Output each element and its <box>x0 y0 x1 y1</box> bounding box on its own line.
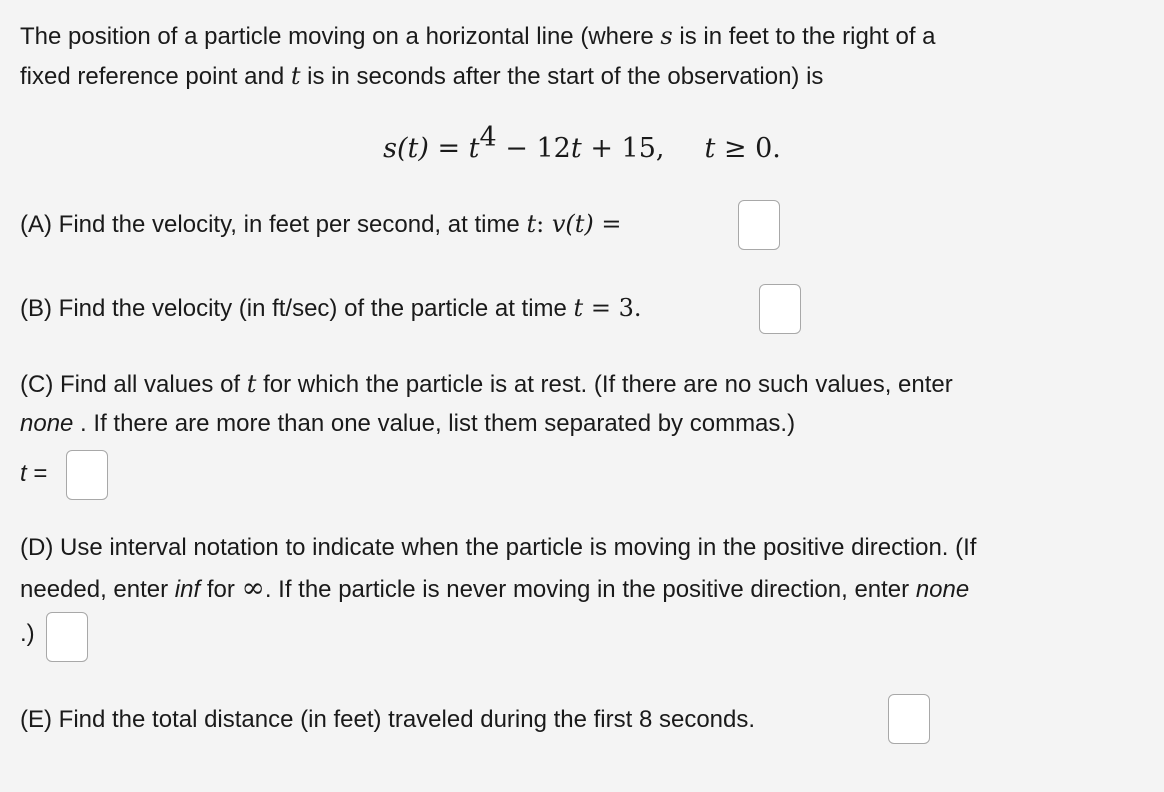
intro-text: is in seconds after the start of the observation) is <box>300 63 824 90</box>
equation-lhs: s(t) <box>383 133 429 164</box>
part-a-text: (A) Find the velocity, in feet per second, at time <box>20 211 527 238</box>
colon: : <box>536 210 552 238</box>
equals-sign: = <box>593 210 622 238</box>
position-equation <box>0 122 1164 171</box>
intro-text: The position of a particle moving on a horizontal line (where <box>20 23 661 50</box>
equation-term: + 15, <box>581 133 665 164</box>
equation-equals: = <box>428 133 469 164</box>
part-d-question-line-2 <box>20 568 969 610</box>
part-d-question-line-1 <box>20 528 976 568</box>
part-c-text: . If there are more than one value, list them separated by commas.) <box>73 410 796 437</box>
part-b-answer-input[interactable] <box>759 284 801 334</box>
part-a-answer-input[interactable] <box>738 200 780 250</box>
var-paren-t: (t) <box>565 210 594 238</box>
part-c-question-line-1 <box>20 364 953 405</box>
intro-line-2 <box>20 56 823 97</box>
var-t: t <box>526 210 537 238</box>
var-t: t <box>573 294 584 322</box>
intro-text: is in feet to the right of a <box>672 23 936 50</box>
equation-exponent: 4 <box>479 122 497 153</box>
part-c-answer-input[interactable] <box>66 450 108 500</box>
part-d-text: for <box>200 576 242 603</box>
equation-t: t <box>468 133 480 164</box>
intro-text: fixed reference point and <box>20 63 291 90</box>
var-t: t <box>246 370 257 398</box>
part-c-question-line-2 <box>20 404 795 444</box>
equation-term: − 12 <box>496 133 571 164</box>
none-keyword: none <box>20 410 74 437</box>
part-d-answer-input[interactable] <box>46 612 88 662</box>
equals-sign: = <box>26 460 48 487</box>
var-t: t <box>20 460 27 487</box>
part-b-question <box>20 288 641 329</box>
part-d-text: (D) Use interval notation to indicate when the particle is moving in the positive direction. (If <box>20 534 977 561</box>
part-e-text: (E) Find the total distance (in feet) traveled during the first 8 seconds. <box>20 706 756 733</box>
part-d-question-line-3 <box>20 614 35 654</box>
equation-condition: ≥ 0. <box>715 133 781 164</box>
part-b-text: (B) Find the velocity (in ft/sec) of the particle at time <box>20 295 574 322</box>
part-d-text: .) <box>20 620 35 647</box>
part-d-text: . If the particle is never moving in the positive direction, enter <box>264 576 916 603</box>
none-keyword: none <box>915 576 970 603</box>
part-c-answer-label <box>20 454 47 494</box>
equation-condition-t: t <box>704 133 716 164</box>
infinity-symbol: ∞ <box>241 571 265 604</box>
part-c-text: (C) Find all values of <box>20 371 247 398</box>
var-s: s <box>660 22 673 50</box>
part-e-answer-input[interactable] <box>888 694 930 744</box>
equation-t: t <box>570 133 582 164</box>
equals-three: = 3. <box>583 294 642 322</box>
var-t: t <box>290 62 301 90</box>
part-a-question <box>20 204 622 245</box>
part-d-text: needed, enter <box>20 576 175 603</box>
part-c-text: for which the particle is at rest. (If there are no such values, enter <box>256 371 953 398</box>
part-e-question <box>20 700 755 740</box>
var-v: v <box>551 210 566 238</box>
intro-line-1 <box>20 16 936 57</box>
inf-keyword: inf <box>174 576 201 603</box>
